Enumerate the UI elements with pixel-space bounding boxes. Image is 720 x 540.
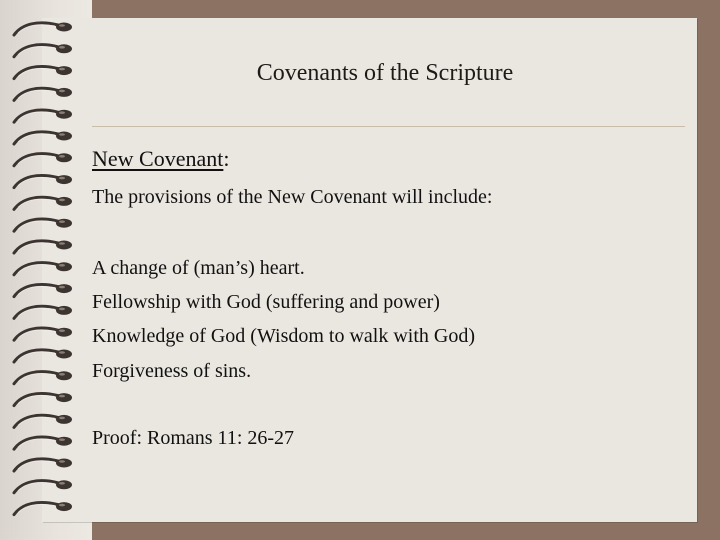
binding-ring-icon — [14, 393, 72, 406]
proof-text: Proof: Romans 11: 26-27 — [92, 427, 295, 449]
binding-ring-icon — [14, 88, 72, 101]
binding-ring-icon — [14, 132, 72, 145]
section-heading — [92, 146, 229, 172]
list-item: Fellowship with God (suffering and power) — [92, 291, 440, 313]
intro-text: The provisions of the New Covenant will include: — [92, 186, 493, 208]
binding-ring-icon — [14, 350, 72, 363]
binding-ring-icon — [14, 110, 72, 123]
list-item: A change of (man’s) heart. — [92, 257, 305, 279]
binding-ring-icon — [14, 459, 72, 472]
binding-ring-icon — [14, 371, 72, 384]
binding-ring-icon — [14, 502, 72, 514]
binding-ring-icon — [14, 219, 72, 232]
binding-ring-icon — [14, 306, 72, 319]
binding-ring-icon — [14, 480, 72, 493]
binding-ring-icon — [14, 437, 72, 450]
list-item: Knowledge of God (Wisdom to walk with God) — [92, 325, 476, 347]
binding-ring-icon — [14, 241, 72, 254]
binding-ring-icon — [14, 284, 72, 297]
list-item: Forgiveness of sins. — [92, 360, 252, 382]
slide-title: Covenants of the Scripture — [256, 60, 514, 86]
heading-text: New Covenant — [92, 146, 224, 171]
binding-ring-icon — [14, 153, 72, 166]
binding-ring-icon — [14, 328, 72, 341]
heading-suffix: : — [223, 146, 230, 171]
binding-ring-icon — [14, 262, 72, 275]
binding-ring-icon — [14, 415, 72, 428]
spiral-binding-icon — [0, 0, 90, 540]
binding-ring-icon — [14, 44, 72, 57]
title-divider — [92, 126, 685, 127]
binding-ring-icon — [14, 197, 72, 210]
binding-ring-icon — [14, 23, 72, 36]
binding-ring-icon — [14, 66, 72, 79]
binding-ring-icon — [14, 175, 72, 188]
